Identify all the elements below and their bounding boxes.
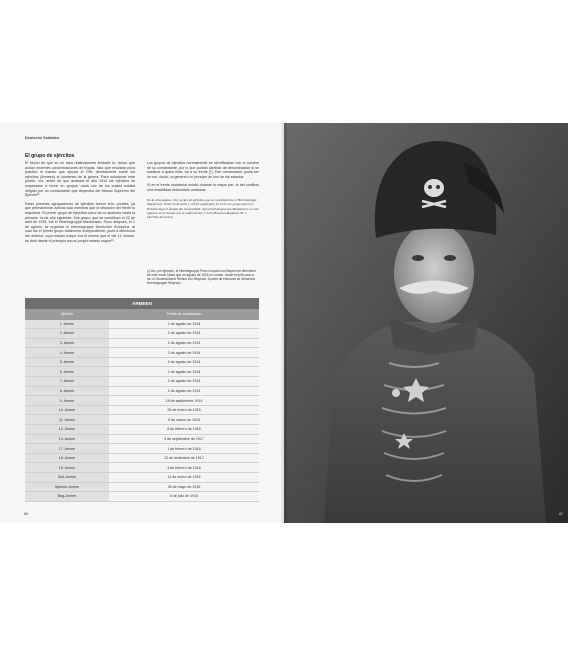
armeen-table (25, 298, 259, 502)
army-cell: Süd-Armee (25, 473, 109, 483)
date-cell: 2 de agosto de 1914 (109, 377, 259, 387)
date-cell: 22 de diciembre de 1917 (109, 453, 259, 463)
table-row (25, 453, 259, 463)
footnote: (¹) Así, por ejemplo, el Heeresgruppe Prinz Leopold von Bayern se denominó de este modo hasta que en agosto de 1916 su coman- dante en jefe pasó a ser el Generaloberst Remus von Woyrsch. A partir de entonces se denominó Heeresgruppe Woyrsch. (147, 269, 256, 286)
column-header-army: Ejército (25, 309, 109, 320)
book-spread (0, 123, 568, 523)
table-row (25, 329, 259, 339)
army-cell: 10. Armee (25, 405, 109, 415)
army-cell: 9. Armee (25, 396, 109, 406)
table-row (25, 320, 259, 329)
date-cell: 1 de febrero de 1918 (109, 444, 259, 454)
table-title: ARMEEN (25, 298, 259, 309)
army-cell: 17. Armee (25, 444, 109, 454)
running-head: Deutsche Soldaten (25, 136, 60, 140)
text-column-2 (147, 161, 259, 197)
table-row (25, 377, 259, 387)
date-cell: 8 de febrero de 1915 (109, 425, 259, 435)
table-row (25, 425, 259, 435)
army-cell: 12. Armee (25, 425, 109, 435)
army-cell: 14. Armee (25, 434, 109, 444)
table-row (25, 473, 259, 483)
paragraph: Los grupos de ejércitos normalmente se identificaban con el nombre de su comandante, por lo que podían cambiar de denominación si se sustituía a quien esta- ba a su frente (¹). Ese comandante podía ser un ros- riscal, un general o el príncipe de uno de los estados. (147, 161, 259, 179)
column-header-date: Fecha de constitución (109, 309, 259, 320)
text-column-1 (25, 161, 135, 247)
photo-caption: En la otra página. Otro grupo de ejércitos que se constituyó fue el Heeresgruppe Mackensen. Entre 22 de abril y el 8 de septiembre de 1915 ese grupo operó en Polonia bajo el mando del Generalfeld- marschall August von Mackensen, el cual aparece en el retrato con el uniforme del 1. Leib-Husaren-Regiment Nr. 1. (Archivo del autor) (147, 198, 259, 220)
table-row (25, 463, 259, 473)
date-cell: 2 de agosto de 1914 (109, 338, 259, 348)
paragraph: El hecho de que en un área relativamente limitada fu- vieran que actuar enormes concentraciones de tropas, hizo que resultara poco práctico el mando que ejercía el OHL directamente sobre los ejércitos (Armeen) al comienzo de la guerra. Para solucionar este proble- ma, antes de que acabara el año 1914 los ejércitos se empezaron a reunir en grupos, cada uno de los cuales estaba dirigido por un comandante que dependía del Mando Supremo del Ejército¹¹. (25, 161, 135, 198)
army-cell: 3. Armee (25, 338, 109, 348)
date-cell: 9 de septiembre de 1917 (109, 434, 259, 444)
date-cell: 2 de agosto de 1914 (109, 320, 259, 329)
date-cell: 2 de agosto de 1914 (109, 386, 259, 396)
portrait-photo (284, 123, 568, 523)
date-cell: 2 de agosto de 1914 (109, 348, 259, 358)
date-cell: 18 de septiembre 1914 (109, 396, 259, 406)
date-cell: 2 de agosto de 1914 (109, 357, 259, 367)
table-row (25, 338, 259, 348)
table-row (25, 415, 259, 425)
army-cell: 18. Armee (25, 453, 109, 463)
table-row (25, 482, 259, 492)
table-row (25, 405, 259, 415)
page-number-right: 87 (559, 512, 563, 516)
army-cell: Bug-Armee (25, 492, 109, 502)
date-cell: 26 de mayo de 1915 (109, 482, 259, 492)
right-page (284, 123, 568, 523)
table-row (25, 348, 259, 358)
section-title: El grupo de ejércitos (25, 153, 75, 159)
left-page (0, 123, 284, 523)
date-cell: 2 de agosto de 1914 (109, 329, 259, 339)
table-row (25, 357, 259, 367)
army-cell: 1. Armee (25, 320, 109, 329)
date-cell: 4 de febrero de 1918 (109, 463, 259, 473)
date-cell: 9 de marzo de 1915 (109, 415, 259, 425)
army-cell: Njemen-Armee (25, 482, 109, 492)
army-cell: 7. Armee (25, 377, 109, 387)
table-row (25, 492, 259, 502)
date-cell: 26 de enero de 1915 (109, 405, 259, 415)
army-cell: 19. Armee (25, 463, 109, 473)
paragraph: Estas primeras agrupaciones de ejércitos fueron tem- porales, ya que permanecían activas solo mientras que la situación del frente lo requiriera. El primer grupo de ejércitos como tal no apareció hasta la primave- ra de año siguiente. Ese grupo, que se constituyó el 22 de abril de 1915, fue el Heeresgruppe Mackensen. Poco después, el 1 de agosto, se organizó el Heeresgruppe Deutscher Kronprinz, al cual fue el primer grupo totalmente independiente, pues a diferencia del anterior, cuyo estado mayor era el mismo que el del 11. Armee, se dotó desde el principio con su propio estado mayor¹². (25, 201, 135, 243)
army-cell: 4. Armee (25, 348, 109, 358)
table-row (25, 444, 259, 454)
page-number-left: 86 (24, 512, 28, 516)
date-cell: 8 de julio de 1915 (109, 492, 259, 502)
table-row (25, 396, 259, 406)
table-body (25, 320, 259, 502)
table-row (25, 434, 259, 444)
date-cell: 2 de agosto de 1914 (109, 367, 259, 377)
army-cell: 2. Armee (25, 329, 109, 339)
paragraph: Si en el frente occidental existió durante la mayor par- te del conflicto una estabilidad indiscutible motivada (147, 183, 259, 192)
army-cell: 6. Armee (25, 367, 109, 377)
army-cell: 11. Armee (25, 415, 109, 425)
table-row (25, 367, 259, 377)
book-gutter (281, 123, 287, 523)
army-cell: 5. Armee (25, 357, 109, 367)
army-cell: 8. Armee (25, 386, 109, 396)
table-row (25, 386, 259, 396)
date-cell: 11 de enero de 1915 (109, 473, 259, 483)
